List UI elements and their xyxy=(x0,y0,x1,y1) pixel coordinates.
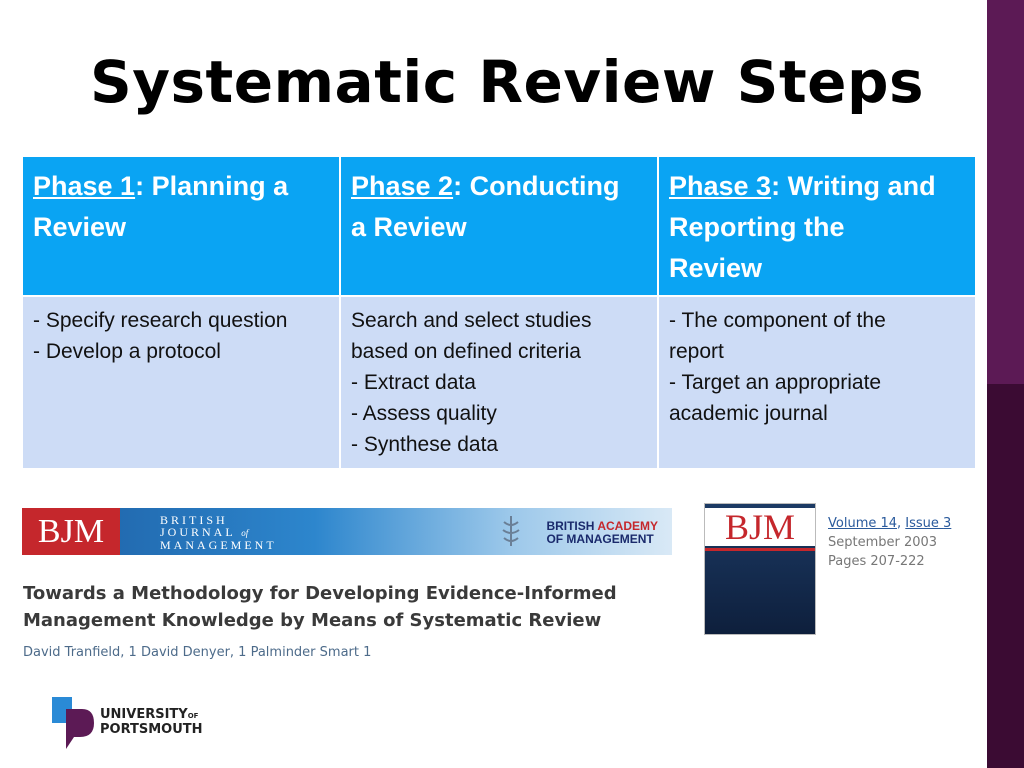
phase-3-title-c: Review xyxy=(669,253,763,283)
phase-3-title-b: Reporting the xyxy=(669,212,845,242)
cover-band xyxy=(705,548,815,551)
academy-name-a: BRITISH xyxy=(546,519,598,533)
bjm-logo: BJM xyxy=(22,508,120,555)
phase-2-title-a: : Conducting xyxy=(453,171,620,201)
cell-line: report xyxy=(669,340,724,363)
cell-line: academic journal xyxy=(669,402,828,425)
slide-title: Systematic Review Steps xyxy=(89,48,925,116)
paper-title-line1: Towards a Methodology for Developing Evidence-Informed xyxy=(23,583,617,604)
table-body-row xyxy=(22,296,976,469)
paper-title xyxy=(23,580,683,634)
phase-1-title-a: : Planning a xyxy=(135,171,289,201)
journal-name-line1: BRITISH xyxy=(160,513,228,527)
phase-2-cell xyxy=(340,296,658,469)
academy-name-line2: OF MANAGEMENT xyxy=(546,532,654,546)
phase-2-label: Phase 2 xyxy=(351,171,454,201)
phase-1-title-b: Review xyxy=(33,212,127,242)
journal-banner xyxy=(22,508,672,555)
university-line2: PORTSMOUTH xyxy=(100,722,203,737)
university-of: OF xyxy=(187,712,199,720)
phase-1-header xyxy=(22,156,340,296)
issue-pages: Pages 207-222 xyxy=(828,554,925,569)
issue-label[interactable]: Issue xyxy=(905,516,944,531)
sidebar-accent-bottom xyxy=(987,384,1024,768)
academy-logo xyxy=(546,520,658,546)
phase-3-header xyxy=(658,156,976,296)
cell-line: Search and select studies xyxy=(351,309,592,332)
phase-2-title-b: a Review xyxy=(351,212,467,242)
journal-name-of: of xyxy=(241,528,249,538)
issue-info xyxy=(828,514,951,571)
cell-line: - Extract data xyxy=(351,371,476,394)
phase-2-header xyxy=(340,156,658,296)
phase-1-cell xyxy=(22,296,340,469)
cell-line: - The component of the xyxy=(669,309,886,332)
paper-title-line2: Management Knowledge by Means of Systematic Review xyxy=(23,610,602,631)
volume-issue: Volume 14, Issue 3 xyxy=(828,516,952,531)
cell-line: - Synthese data xyxy=(351,433,499,456)
academy-name-b: ACADEMY xyxy=(597,519,658,533)
cell-line: - Assess quality xyxy=(351,402,497,425)
cell-line: - Develop a protocol xyxy=(33,340,221,363)
university-line1: UNIVERSITY xyxy=(100,707,188,722)
phase-3-title-a: : Writing and xyxy=(771,171,936,201)
journal-name xyxy=(160,514,277,551)
phases-table xyxy=(21,155,977,470)
university-logo-icon xyxy=(52,697,96,749)
issue-date: September 2003 xyxy=(828,535,938,550)
phase-1-label: Phase 1 xyxy=(33,171,136,201)
journal-cover-image xyxy=(704,503,816,635)
volume-label[interactable]: Volume xyxy=(828,516,881,531)
phase-3-label: Phase 3 xyxy=(669,171,772,201)
cell-line: based on defined criteria xyxy=(351,340,581,363)
journal-name-line3: MANAGEMENT xyxy=(160,538,277,552)
cover-logo: BJM xyxy=(705,508,815,546)
phase-3-cell xyxy=(658,296,976,469)
issue-number-link[interactable]: 3 xyxy=(943,516,952,531)
table-header-row xyxy=(22,156,976,296)
volume-number-link[interactable]: 14 xyxy=(880,516,898,531)
journal-name-line2: JOURNAL xyxy=(160,525,236,539)
paper-authors: David Tranfield, 1 David Denyer, 1 Palminder Smart 1 xyxy=(23,645,372,660)
cell-line: - Specify research question xyxy=(33,309,288,332)
university-name xyxy=(100,708,203,737)
cell-line: - Target an appropriate xyxy=(669,371,882,394)
academy-emblem-icon xyxy=(500,514,522,548)
